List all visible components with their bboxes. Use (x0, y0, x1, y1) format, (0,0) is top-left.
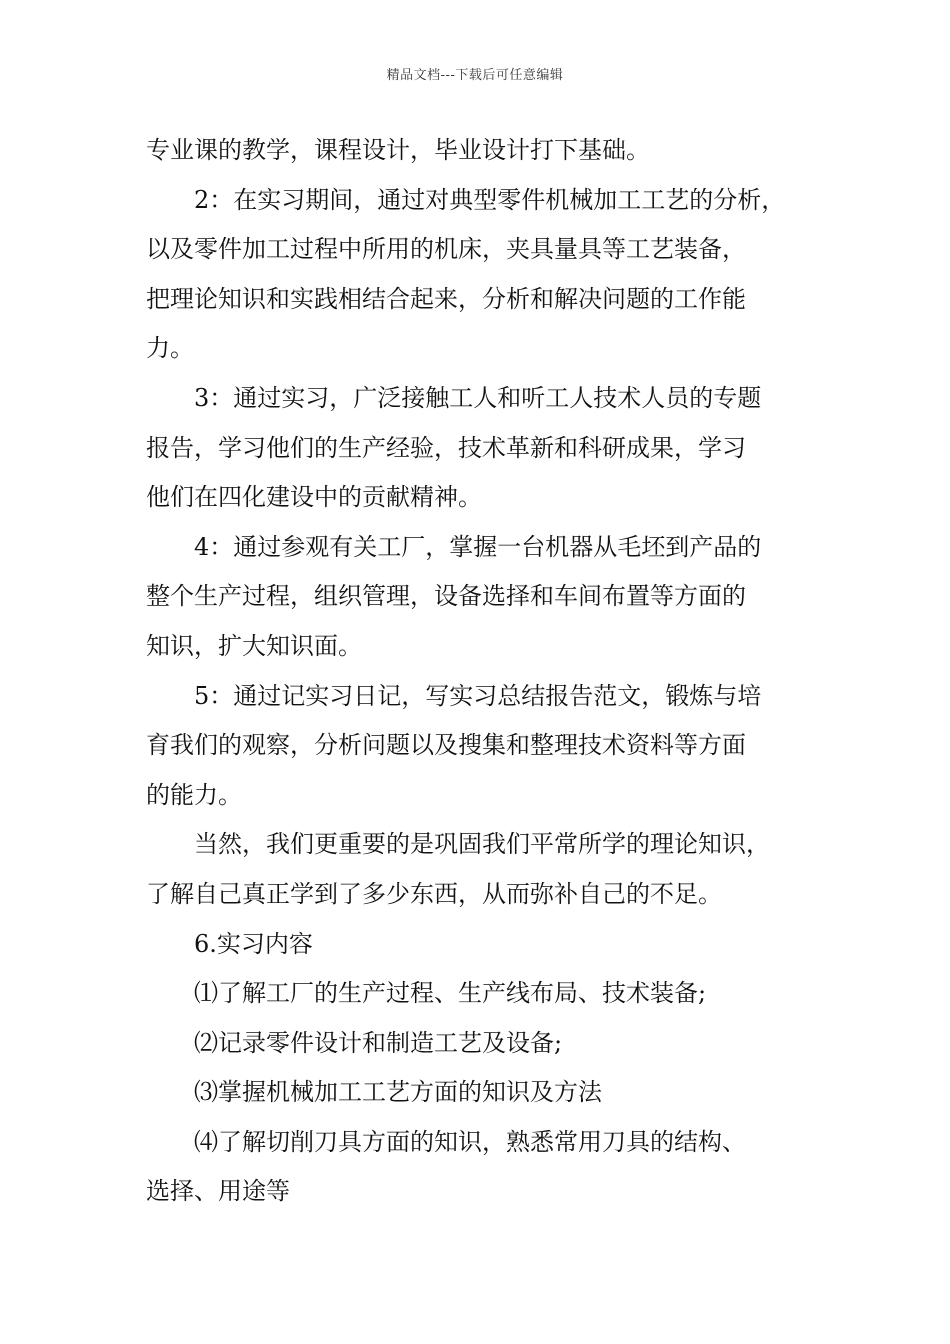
text-line-7: 报告，学习他们的生产经验，技术革新和科研成果，学习 (146, 433, 746, 462)
text-line-19: ⑵记录零件设计和制造工艺及设备; (194, 1028, 563, 1057)
document-body (146, 126, 826, 1217)
text-line-16: 了解自己真正学到了多少东西，从而弥补自己的不足。 (146, 879, 722, 908)
text-line-2: 2：在实习期间，通过对典型零件机械加工工艺的分析， (194, 185, 786, 214)
text-line-5: 力。 (146, 334, 194, 363)
text-line-10: 整个生产过程，组织管理，设备选择和车间布置等方面的 (146, 582, 746, 611)
text-line-6: 3：通过实习，广泛接触工人和听工人技术人员的专题 (194, 383, 762, 412)
text-line-12: 5：通过记实习日记，写实习总结报告范文，锻炼与培 (194, 681, 762, 710)
text-line-11: 知识，扩大知识面。 (146, 631, 362, 660)
text-line-22: 选择、用途等 (146, 1177, 290, 1206)
text-line-8: 他们在四化建设中的贡献精神。 (146, 483, 482, 512)
text-line-3: 以及零件加工过程中所用的机床，夹具量具等工艺装备， (146, 235, 746, 264)
text-line-21: ⑷了解切削刀具方面的知识，熟悉常用刀具的结构、 (194, 1127, 746, 1156)
text-line-20: ⑶掌握机械加工工艺方面的知识及方法 (194, 1078, 602, 1107)
text-line-1: 专业课的教学，课程设计，毕业设计打下基础。 (146, 136, 650, 164)
text-line-17: 6.实习内容 (194, 929, 313, 958)
text-line-15: 当然，我们更重要的是巩固我们平常所学的理论知识， (194, 830, 770, 859)
text-line-4: 把理论知识和实践相结合起来，分析和解决问题的工作能 (146, 284, 746, 313)
text-line-18: ⑴了解工厂的生产过程、生产线布局、技术装备; (194, 979, 707, 1008)
text-line-9: 4：通过参观有关工厂，掌握一台机器从毛坯到产品的 (194, 532, 762, 561)
page-header: 精品文档---下载后可任意编辑 (386, 68, 564, 83)
text-line-13: 育我们的观察，分析问题以及搜集和整理技术资料等方面 (146, 731, 746, 760)
text-line-14: 的能力。 (146, 780, 242, 809)
